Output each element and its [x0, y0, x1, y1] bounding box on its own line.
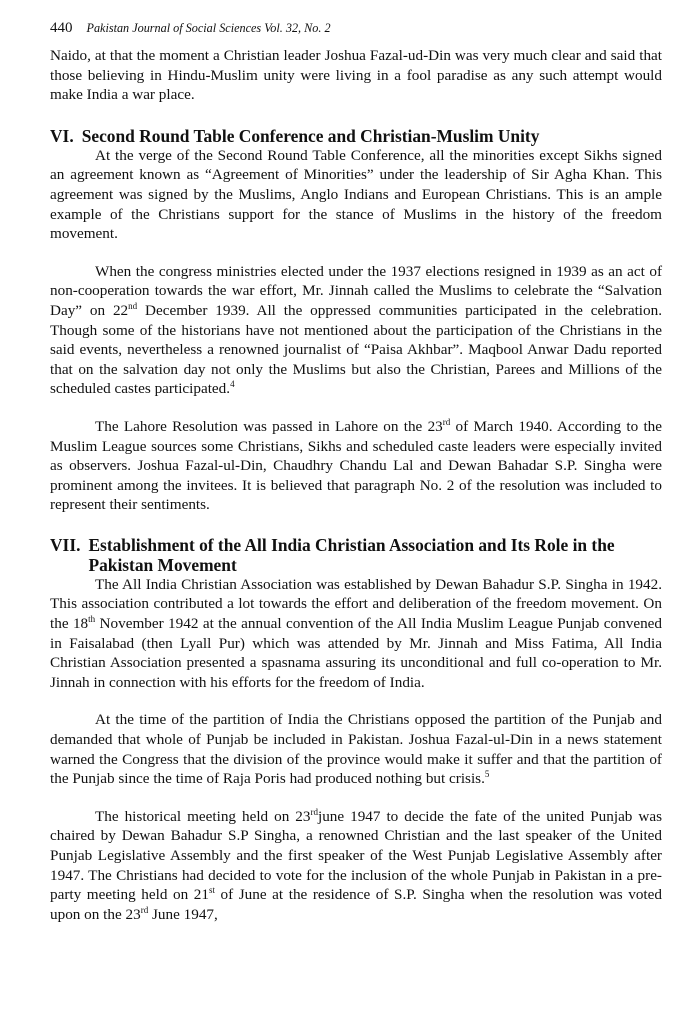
text-run: of March 1940. According to the Muslim League sources some Christians, Sikhs and scheduled caste leaders were especially invited as observers. Joshua Fazal-ul-Din, Chaudhry Chandu Lal and Dewan Bahadar S.P. Singha were prominent among the invitees. It is believed that paragraph No. 2 of the resolution was included to represent their sentiments.	[50, 417, 663, 514]
text-run: of June at the residence of S.P. Singha when the resolution was voted upon on the 23	[50, 886, 662, 923]
text-run: The historical meeting held on 23	[95, 807, 311, 825]
section-number: VII.	[50, 534, 81, 555]
text-run: At the time of the partition of India the Christians opposed the partition of the Punjab and demanded that whole of Punjab be included in Pakistan. Joshua Fazal-ul-Din in a news statement warned the Congress that the division of the province would make it suffer and that the partition of the Punjab since the time of Raja Poris had produced nothing but crisis.	[50, 711, 662, 788]
paragraph	[50, 710, 662, 788]
section-heading	[50, 535, 662, 575]
footnote-ref: 5	[484, 769, 490, 780]
superscript: st	[208, 885, 215, 896]
text-run: The Lahore Resolution was passed in Lahore on the 23	[95, 417, 443, 435]
paragraph	[50, 807, 662, 925]
superscript: rd	[140, 904, 149, 915]
paragraph	[50, 417, 662, 515]
section-title: Second Round Table Conference and Christian-Muslim Unity	[81, 125, 540, 146]
superscript: rd	[442, 416, 451, 427]
paragraph	[50, 262, 662, 399]
footnote-ref: 4	[230, 379, 235, 390]
running-header	[50, 20, 662, 46]
section-title: Establishment of the All India Christian Association and Its Role in the Pakistan Movement	[88, 534, 615, 575]
section-heading	[50, 126, 662, 146]
page-number: 440	[50, 20, 73, 36]
superscript: th	[88, 614, 96, 625]
text-run: june 1947 to decide the fate of the united Punjab was chaired by Dewan Bahadur S.P Singha, a renowned Christian and the last speaker of the United Punjab Legislative Assembly and the first speaker of the West Punjab Legislative Assembly after 1947. The Christians had decided to vote for the inclusion of the whole Punjab in Pakistan in a pre-party meeting held on 21	[50, 807, 662, 904]
paragraph: At the verge of the Second Round Table Conference, all the minorities except Sikhs signed an agreement known as “Agreement of Minorities” under the leadership of Sir Agha Khan. This agreement was signed by the Muslims, Anglo Indians and European Christians. This is an ample example of the Christians support for the stance of Muslims in the history of the freedom movement.	[50, 146, 662, 243]
text-run: December 1939. All the oppressed communities participated in the celebration. Though some of the historians have not mentioned about the participation of the Christians in the said events, nevertheless a renowned journalist of “Paisa Akhbar”. Maqbool Anwar Dadu reported that on the salvation day not only the Muslims but also the Christian, Parees and Millions of the scheduled castes participated.	[50, 301, 662, 398]
journal-title: Pakistan Journal of Social Sciences Vol. 32, No. 2	[86, 21, 331, 35]
text-run: When the congress ministries elected under the 1937 elections resigned in 1939 as an act of non-cooperation towards the war effort, Mr. Jinnah called the Muslims to celebrate the “Salvation Day” on 22	[50, 262, 662, 319]
paragraph: Naido, at that the moment a Christian leader Joshua Fazal-ud-Din was very much clear and said that those believing in Hindu-Muslim unity were living in a fool paradise as any such attempt would make India a war place.	[50, 47, 662, 104]
superscript: rd	[310, 806, 318, 817]
section-number: VI.	[50, 125, 74, 146]
text-run: The All India Christian Association was established by Dewan Bahadur S.P. Singha in 1942. This association contributed a lot towards the effort and deliberation of the freedom movement. On the 18	[50, 575, 662, 633]
superscript: nd	[128, 300, 138, 311]
text-run: November 1942 at the annual convention of the All India Muslim League Punjab convened in Faisalabad (then Lyall Pur) which was attended by Mr. Jinnah and Miss Fatima, All India Christian Association presented a spasnama assuring its unconditional and full co-operation to Mr. Jinnah in connection with his efforts for the freedom of India.	[50, 615, 662, 691]
paragraph	[50, 575, 662, 693]
text-run: June 1947,	[148, 905, 218, 923]
